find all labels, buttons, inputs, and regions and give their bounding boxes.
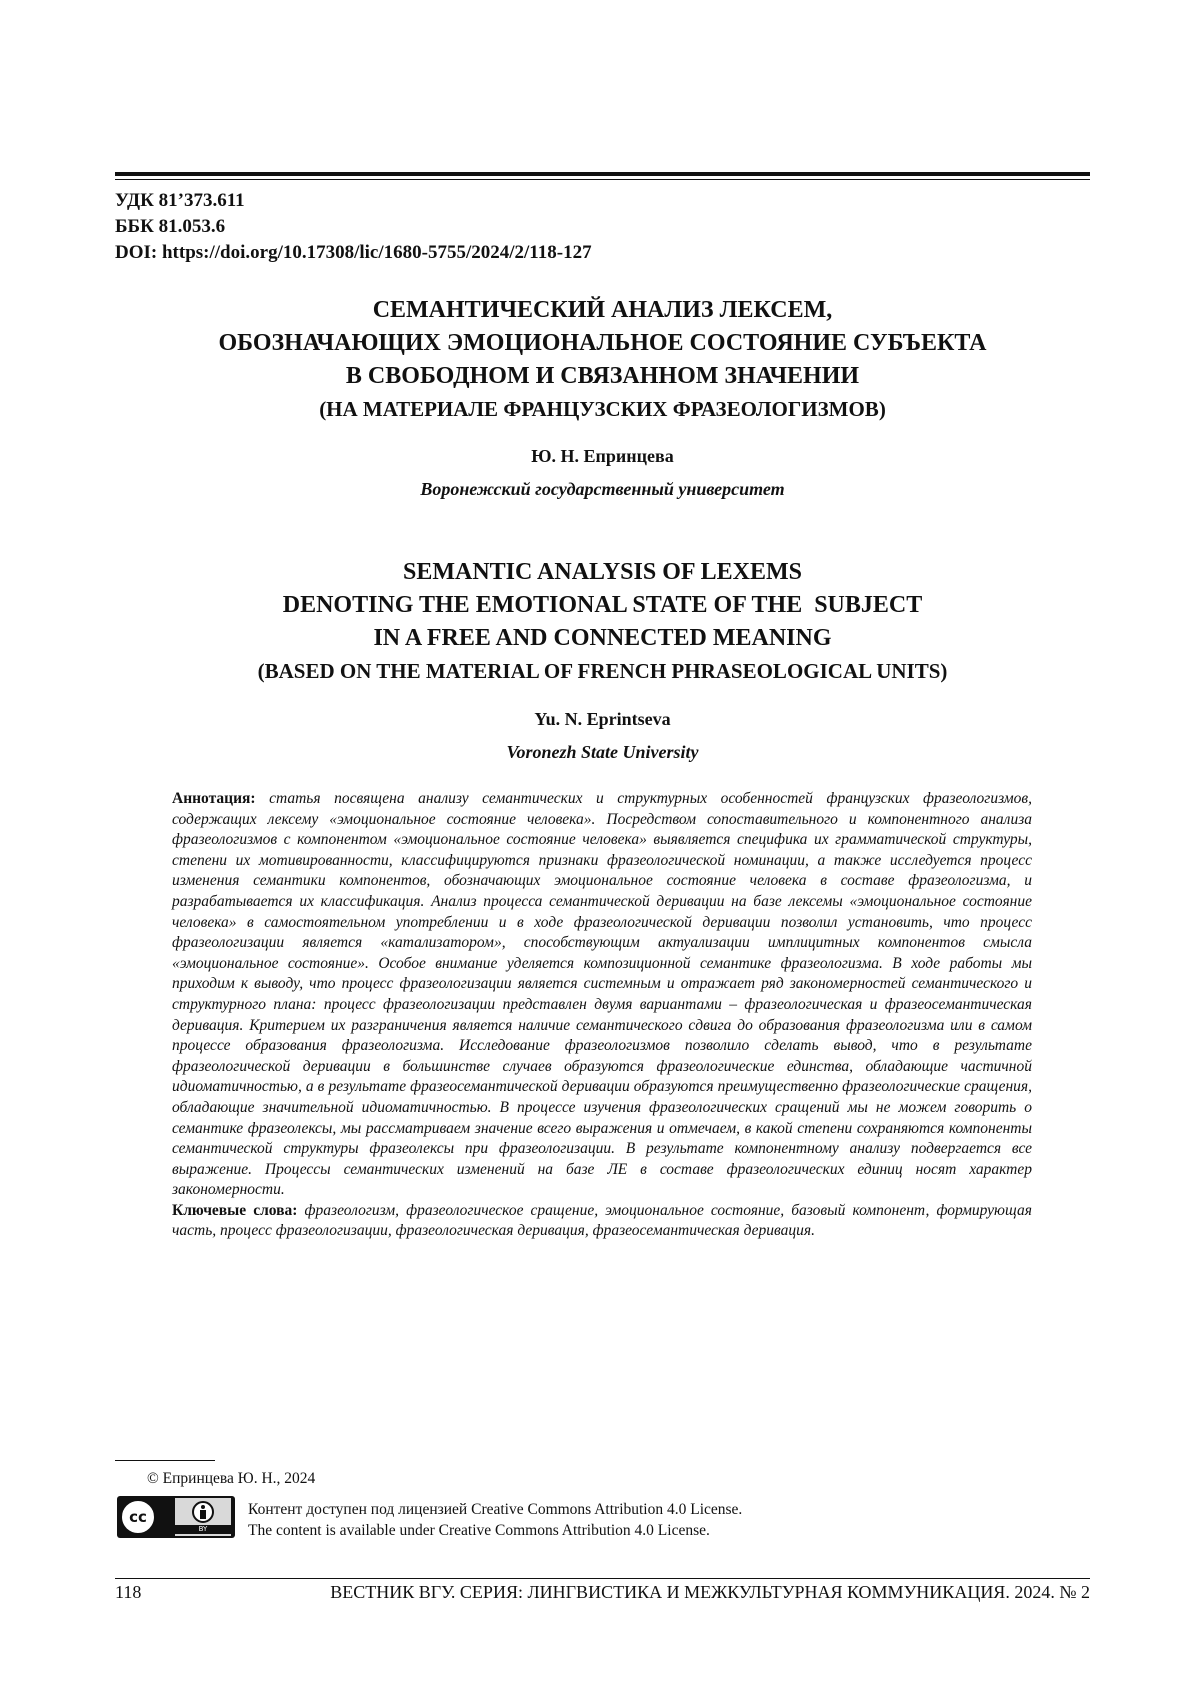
- title-russian: [115, 294, 1090, 426]
- bbk-code: ББК 81.053.6: [115, 214, 592, 240]
- title-en-line: DENOTING THE EMOTIONAL STATE OF THE SUBJECT: [115, 589, 1090, 622]
- keywords-text: фразеологизм, фразеологическое сращение, эмоциональное состояние, базовый компонент, формирующая часть, процесс фразеологизации, фразеологическая деривация, фразеосемантическая деривация.: [172, 1202, 1032, 1240]
- article-identifiers: [115, 188, 592, 266]
- page-number: 118: [115, 1582, 141, 1603]
- title-en-line: SEMANTIC ANALYSIS OF LEXEMS: [115, 556, 1090, 589]
- footnote-rule: [115, 1460, 215, 1461]
- by-label: BY: [175, 1525, 231, 1534]
- title-ru-line: СЕМАНТИЧЕСКИЙ АНАЛИЗ ЛЕКСЕМ,: [115, 294, 1090, 327]
- author-russian: Ю. Н. Епринцева: [115, 446, 1090, 467]
- copyright-notice: © Епринцева Ю. Н., 2024: [147, 1470, 315, 1488]
- affiliation-english: Voronezh State University: [115, 742, 1090, 763]
- attribution-icon: [175, 1498, 231, 1536]
- license-en: The content is available under Creative Commons Attribution 4.0 License.: [248, 1520, 742, 1541]
- title-ru-line: В СВОБОДНОМ И СВЯЗАННОМ ЗНАЧЕНИИ: [115, 360, 1090, 393]
- journal-running-title: ВЕСТНИК ВГУ. СЕРИЯ: ЛИНГВИСТИКА И МЕЖКУЛЬТУРНАЯ КОММУНИКАЦИЯ. 2024. № 2: [330, 1582, 1090, 1603]
- title-ru-line: ОБОЗНАЧАЮЩИХ ЭМОЦИОНАЛЬНОЕ СОСТОЯНИЕ СУБЪЕКТА: [115, 327, 1090, 360]
- cc-by-license-badge[interactable]: [117, 1496, 235, 1538]
- person-icon: [192, 1501, 214, 1523]
- footer-rule: [115, 1578, 1090, 1579]
- header-rule-thin: [115, 179, 1090, 180]
- keywords-label: Ключевые слова:: [172, 1202, 297, 1219]
- license-text: [248, 1499, 742, 1541]
- abstract-paragraph: [172, 789, 1032, 1201]
- abstract-label: Аннотация:: [172, 790, 256, 807]
- title-en-subtitle: (BASED ON THE MATERIAL OF FRENCH PHRASEOLOGICAL UNITS): [115, 655, 1090, 688]
- abstract-block: [172, 789, 1032, 1242]
- header-rule-thick: [115, 172, 1090, 176]
- license-ru: Контент доступен под лицензией Creative Commons Attribution 4.0 License.: [248, 1499, 742, 1520]
- affiliation-russian: Воронежский государственный университет: [115, 479, 1090, 500]
- keywords-paragraph: [172, 1201, 1032, 1242]
- title-en-line: IN A FREE AND CONNECTED MEANING: [115, 622, 1090, 655]
- udk-code: УДК 81’373.611: [115, 188, 592, 214]
- abstract-text: статья посвящена анализу семантических и структурных особенностей французских фразеологизмов, содержащих лексему «эмоциональное состояние человека». Посредством сопоставительного и компонентного анализа фразеологизмов с компонентом «эмоциональное состояние человека» выявляется специфика их грамматической структуры, степени их мотивированности, классифицируются признаки фразеологической номинации, а также исследуется процесс изменения семантики компонентов, обозначающих эмоциональное состояние человека в составе фразеологизма, и разрабатывается их классификация. Анализ процесса семантической деривации на базе лексемы «эмоциональное состояние человека» в самостоятельном употреблении и в ходе фразеологической деривации позволил установить, что процесс фразеологизации является «катализатором», способствующим актуализации имплицитных компонентов смысла «эмоциональное состояние». Особое внимание уделяется композиционной семантике фразеологизма. В ходе работы мы приходим к выводу, что процесс фразеологизации является системным и отражает ряд закономерностей семантического и структурного плана: процесс фразеологизации представлен двумя вариантами – фразеологическая и фразеосемантическая деривация. Критерием их разграничения является наличие семантического сдвига до образования фразеологизма или в самом процессе образования фразеологизма. Исследование фразеологизмов позволило сделать вывод, что в результате фразеологической деривации в большинстве случаев образуются фразеологические единства, обладающие частичной идиоматичностью, а в результате фразеосемантической деривации образуются преимущественно фразеологические сращения, обладающие значительной идиоматичностью. В процессе изучения фразеологических сращений мы не можем говорить о семантике фразеолексы, мы рассматриваем значение всего выражения и отмечаем, в какой степени сохраняются компоненты семантической структуры фразеолексы при фразеологизации. В результате компонентному анализу подвергается все выражение. Процессы семантических изменений на базе ЛЕ в составе фразеологических единиц носят характер закономерности.: [172, 790, 1032, 1198]
- doi-link[interactable]: DOI: https://doi.org/10.17308/lic/1680-5755/2024/2/118-127: [115, 240, 592, 266]
- title-ru-subtitle: (НА МАТЕРИАЛЕ ФРАНЦУЗСКИХ ФРАЗЕОЛОГИЗМОВ): [115, 393, 1090, 426]
- creative-commons-icon: cc: [120, 1499, 156, 1535]
- author-english: Yu. N. Eprintseva: [115, 709, 1090, 730]
- title-english: [115, 556, 1090, 688]
